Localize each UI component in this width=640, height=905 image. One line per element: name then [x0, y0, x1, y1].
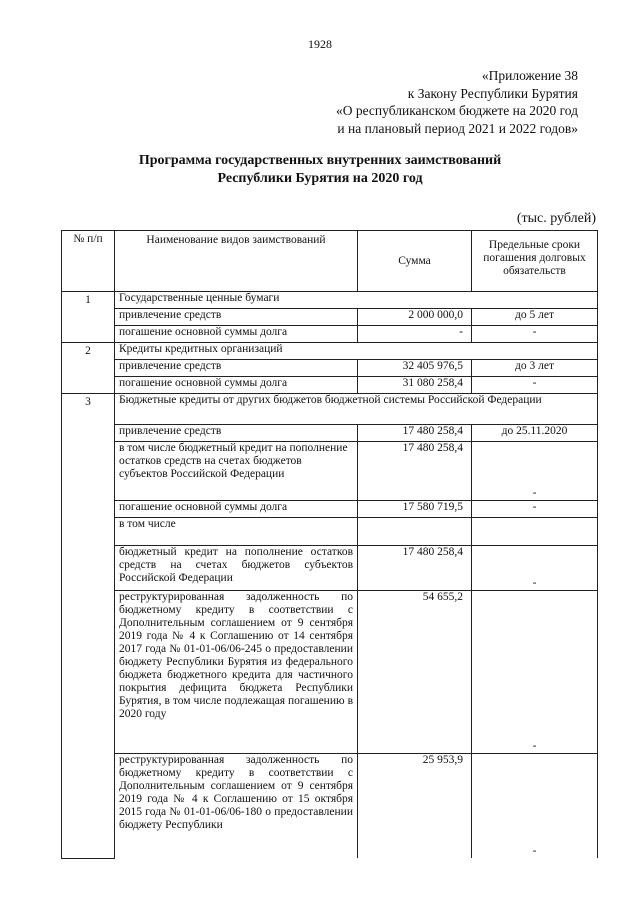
row-sum — [358, 518, 472, 546]
row-number: 2 — [62, 343, 115, 394]
row-name: привлечение средств — [115, 309, 358, 326]
row-sum: 17 480 258,4 — [358, 425, 472, 442]
row-name: в том числе бюджетный кредит на пополнение остатков средств на счетах бюджетов субъектов Российской Федерации — [115, 442, 358, 501]
appendix-line: «О республиканском бюджете на 2020 год — [335, 103, 578, 118]
row-deadline: - — [472, 377, 598, 394]
table-row — [62, 360, 598, 377]
table-row — [62, 425, 598, 442]
page-number: 1928 — [308, 37, 332, 51]
row-sum: 25 953,9 — [358, 754, 472, 859]
section-name: Кредиты кредитных организаций — [115, 343, 598, 360]
header-number: № п/п — [62, 231, 115, 292]
appendix-line: «Приложение 38 — [481, 68, 578, 83]
document-title — [0, 152, 640, 188]
section-name: Государственные ценные бумаги — [115, 292, 598, 309]
title-line: Республики Бурятия на 2020 год — [217, 171, 423, 186]
table-row — [62, 394, 598, 425]
appendix-line: к Закону Республики Бурятия — [407, 85, 578, 101]
row-deadline: - — [472, 591, 598, 754]
row-name: бюджетный кредит на пополнение остатков средств на счетах бюджетов субъектов Российской Федерации — [115, 546, 358, 591]
table-row — [62, 343, 598, 360]
row-name: в том числе — [115, 518, 358, 546]
table-row — [62, 546, 598, 591]
units-label: (тыс. рублей) — [516, 211, 596, 226]
header-name: Наименование видов заимствований — [115, 231, 358, 292]
table-row — [62, 754, 598, 859]
row-deadline: до 5 лет — [472, 309, 598, 326]
appendix-line: и на плановый период 2021 и 2022 годов» — [337, 120, 578, 136]
row-sum: 31 080 258,4 — [358, 377, 472, 394]
borrowing-program-table — [61, 230, 598, 859]
table-row — [62, 518, 598, 546]
table-header-row — [62, 231, 598, 292]
title-line: Программа государственных внутренних заимствований — [138, 153, 502, 168]
row-deadline: - — [472, 501, 598, 518]
section-name: Бюджетные кредиты от других бюджетов бюджетной системы Российской Федерации — [115, 394, 598, 425]
row-name: погашение основной суммы долга — [115, 326, 358, 343]
row-sum: - — [358, 326, 472, 343]
row-name: погашение основной суммы долга — [115, 501, 358, 518]
row-name: погашение основной суммы долга — [115, 377, 358, 394]
table-row — [62, 292, 598, 309]
row-sum: 2 000 000,0 — [358, 309, 472, 326]
row-deadline: до 25.11.2020 — [472, 425, 598, 442]
table-row — [62, 326, 598, 343]
table-row — [62, 501, 598, 518]
row-number: 1 — [62, 292, 115, 343]
table-row — [62, 377, 598, 394]
row-deadline — [472, 518, 598, 546]
row-sum: 17 580 719,5 — [358, 501, 472, 518]
row-deadline: до 3 лет — [472, 360, 598, 377]
row-deadline: - — [472, 442, 598, 501]
table-row — [62, 442, 598, 501]
header-sum: Сумма — [358, 231, 472, 292]
table-row — [62, 309, 598, 326]
row-name: привлечение средств — [115, 360, 358, 377]
row-sum: 17 480 258,4 — [358, 442, 472, 501]
row-deadline: - — [472, 326, 598, 343]
row-sum: 17 480 258,4 — [358, 546, 472, 591]
table-row — [62, 591, 598, 754]
row-name: привлечение средств — [115, 425, 358, 442]
row-name: реструктурированная задолженность по бюджетному кредиту в соответствии с Дополнительным соглашением от 9 сентября 2019 года № 4 к Соглашению от 15 октября 2015 года № 01-01-06/06-180 о предоставлении бюджету Республики — [115, 754, 358, 859]
row-number: 3 — [62, 394, 115, 859]
row-deadline: - — [472, 754, 598, 859]
row-deadline: - — [472, 546, 598, 591]
row-name: реструктурированная задолженность по бюджетному кредиту в соответствии с Дополнительным соглашением от 9 сентября 2019 года № 4 к Соглашению от 14 сентября 2017 года № 01-01-06/06-245 о предоставлении бюджету Республики Бурятия из федерального бюджета бюджетного кредита для частичного покрытия дефицита бюджета Республики Бурятия, в том числе подлежащая погашению в 2020 году — [115, 591, 358, 754]
appendix-header — [336, 67, 578, 137]
row-sum: 54 655,2 — [358, 591, 472, 754]
row-sum: 32 405 976,5 — [358, 360, 472, 377]
header-deadline: Предельные сроки погашения долговых обязательств — [472, 231, 598, 292]
